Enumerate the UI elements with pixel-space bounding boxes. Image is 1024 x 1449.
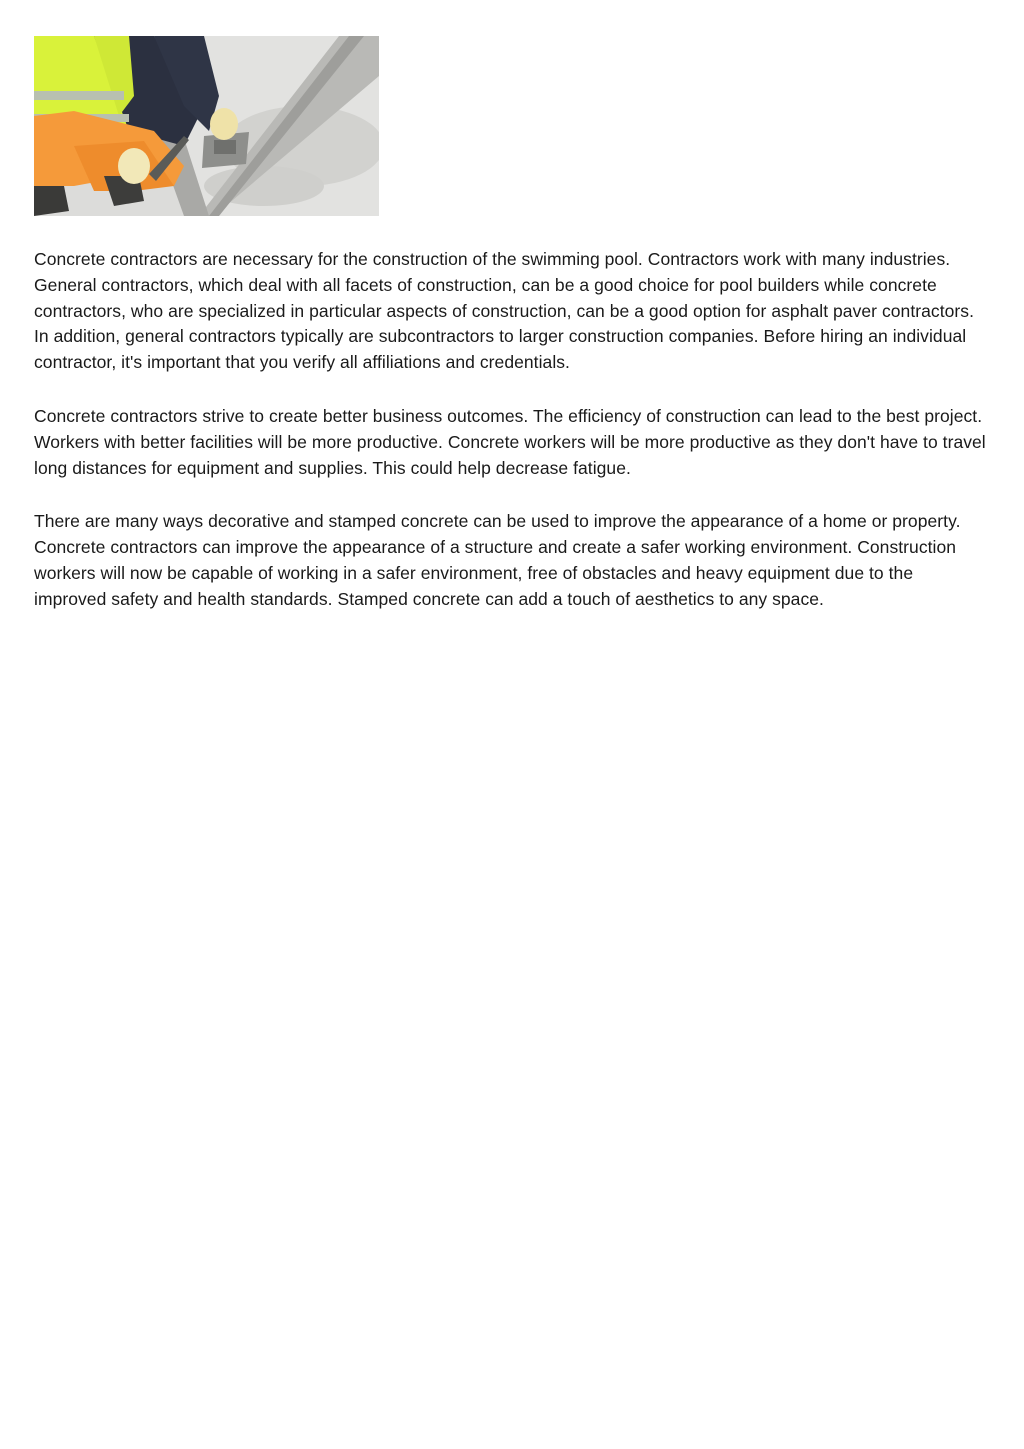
page [34,36,986,641]
concrete-worker-illustration [34,36,379,216]
article-paragraph-1: Concrete contractors are necessary for the construction of the swimming pool. Contractors work with many industries. General contractors, which deal with all facets of construction, can be a good choice for pool builders while concrete contractors, who are specialized in particular aspects of construction, can be a good option for asphalt paver contractors. In addition, general contractors typically are subcontractors to larger construction companies. Before hiring an individual contractor, it's important that you verify all affiliations and credentials. [34,249,974,373]
article-paragraph-3: There are many ways decorative and stamped concrete can be used to improve the appearance of a home or property. Concrete contractors can improve the appearance of a structure and create a safer working environment. Construction workers will now be capable of working in a safer environment, free of obstacles and heavy equipment due to the improved safety and health standards. Stamped concrete can add a touch of aesthetics to any space. [34,511,961,609]
article-paragraph-2: Concrete contractors strive to create better business outcomes. The efficiency of construction can lead to the best project. Workers with better facilities will be more productive. Concrete workers will be more productive as they don't have to travel long distances for equipment and supplies. This could help decrease fatigue. [34,405,986,478]
concrete-worker-photo [34,36,379,216]
article-body [34,247,986,613]
